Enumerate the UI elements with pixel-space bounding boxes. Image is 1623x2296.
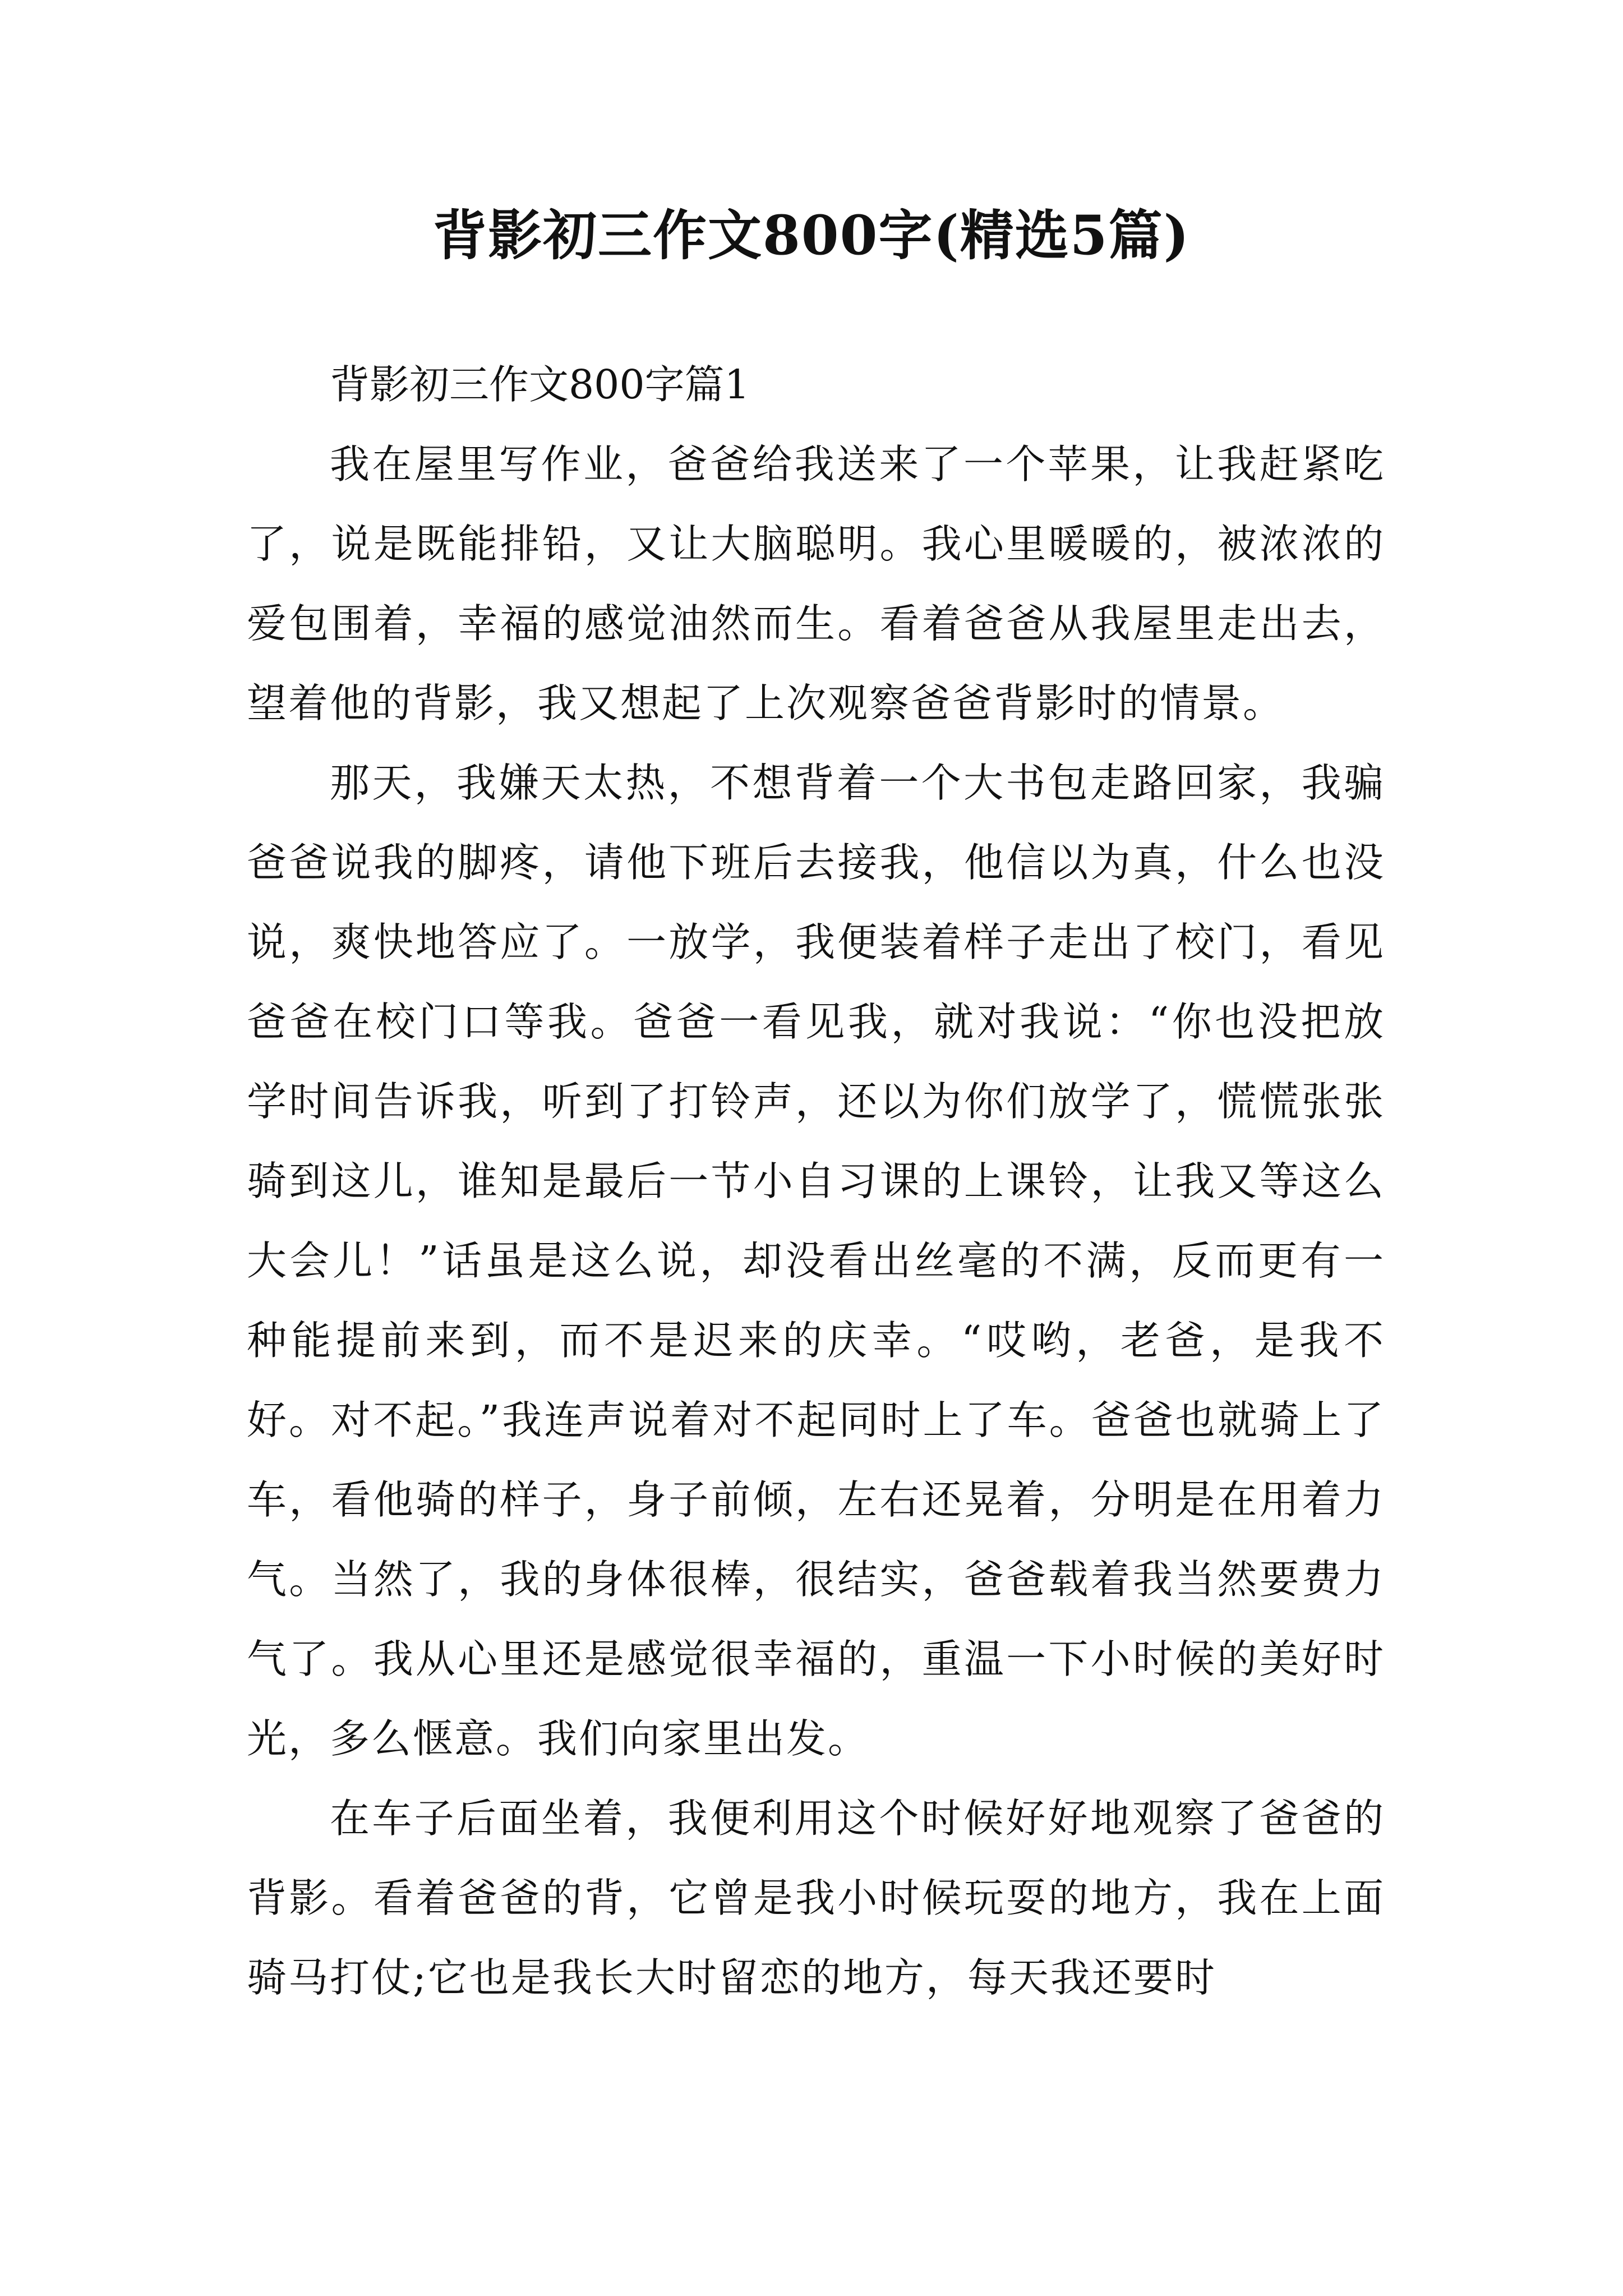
paragraph-1: 我在屋里写作业，爸爸给我送来了一个苹果，让我赶紧吃了，说是既能排铅，又让大脑聪明。我心里暖暖的，被浓浓的爱包围着，幸福的感觉油然而生。看着爸爸从我屋里走出去，望着他的背影，我又想起了上次观察爸爸背影时的情景。 [247, 441, 1385, 726]
document-title: 背影初三作文800字(精选5篇) [432, 204, 1191, 267]
document-body [247, 345, 1385, 2018]
paragraph-3: 在车子后面坐着，我便利用这个时候好好地观察了爸爸的背影。看着爸爸的背，它曾是我小时候玩耍的地方，我在上面骑马打仗;它也是我长大时留恋的地方，每天我还要时 [247, 1795, 1385, 2001]
paragraph-2: 那天，我嫌天太热，不想背着一个大书包走路回家，我骗爸爸说我的脚疼，请他下班后去接我，他信以为真，什么也没说，爽快地答应了。一放学，我便装着样子走出了校门，看见爸爸在校门口等我。爸爸一看见我，就对我说：“你也没把放学时间告诉我，听到了打铃声，还以为你们放学了，慌慌张张骑到这儿，谁知是最后一节小自习课的上课铃，让我又等这么大会儿！”话虽是这么说，却没看出丝毫的不满，反而更有一种能提前来到，而不是迟来的庆幸。“哎哟，老爸，是我不好。对不起。”我连声说着对不起同时上了车。爸爸也就骑上了车，看他骑的样子，身子前倾，左右还晃着，分明是在用着力气。当然了，我的身体很棒，很结实，爸爸载着我当然要费力气了。我从心里还是感觉很幸福的，重温一下小时候的美好时光，多么惬意。我们向家里出发。 [247, 760, 1385, 1762]
section-heading: 背影初三作文800字篇1 [330, 361, 750, 408]
